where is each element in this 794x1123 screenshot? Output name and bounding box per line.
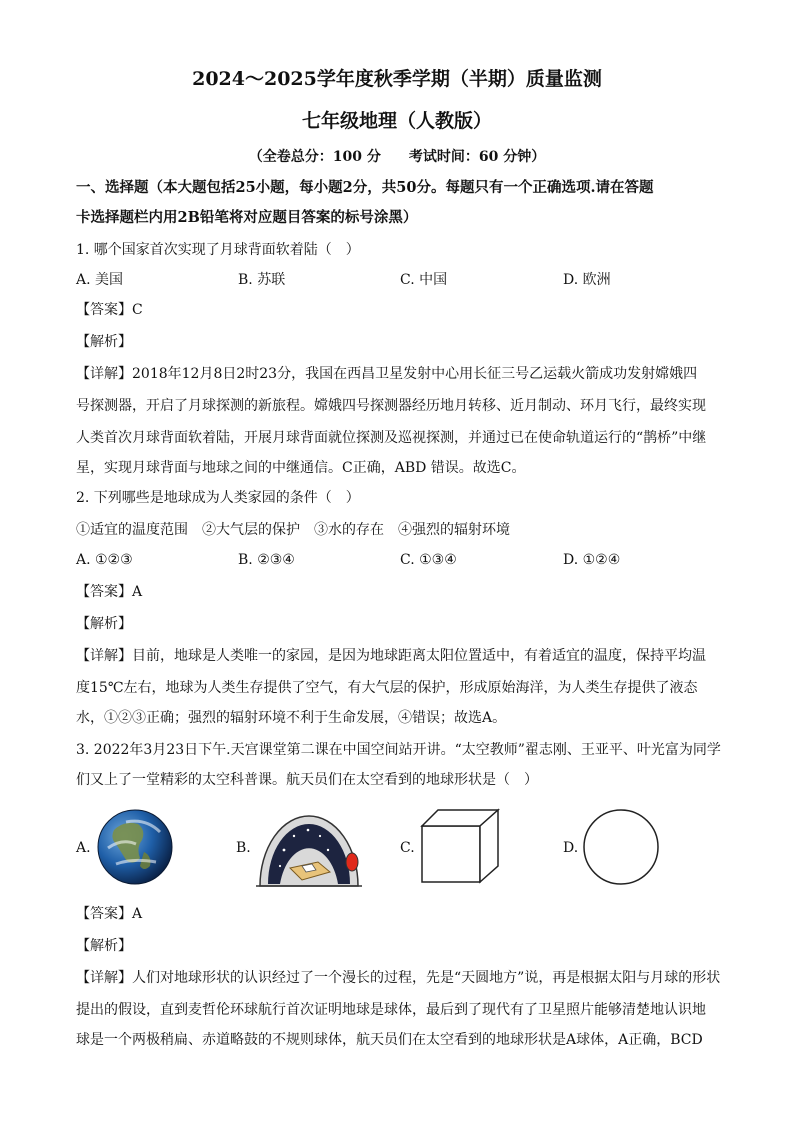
q1-answer: 【答案】C <box>76 302 143 318</box>
q3-detail-line: 【详解】人们对地球形状的认识经过了一个漫长的过程，先是“天圆地方”说，再是根据太阳与月球的形状 <box>76 970 721 986</box>
sky-dome-model-image <box>254 806 364 892</box>
q1-option-b: B. 苏联 <box>238 272 286 288</box>
q2-detail-line: 【详解】目前，地球是人类唯一的家园，是因为地球距离太阳位置适中，有着适宜的温度，保持平均温 <box>76 648 706 664</box>
q1-detail-line: 星，实现月球背面与地球之间的中继通信。C正确，ABD 错误。故选C。 <box>76 460 526 476</box>
q3-analysis: 【解析】 <box>76 938 132 954</box>
cube-image <box>418 808 502 884</box>
q3-answer: 【答案】A <box>76 906 143 922</box>
q2-answer: 【答案】A <box>76 584 143 600</box>
q3-option-c-label: C. <box>400 840 415 856</box>
q1-detail-line: 号探测器，开启了月球探测的新旅程。嫦娥四号探测器经历地月转移、近月制动、环月飞行，最终实现 <box>76 398 706 414</box>
section-instruction-line2: 卡选择题栏内用2B铅笔将对应题目答案的标号涂黑） <box>76 209 418 226</box>
q3-stem-line: 3. 2022年3月23日下午.天宫课堂第二课在中国空间站开讲。“太空教师”翟志刚、王亚平、叶光富为同学 <box>76 742 721 758</box>
q2-stem: 2. 下列哪些是地球成为人类家园的条件（ ） <box>76 490 360 506</box>
q1-detail-line: 人类首次月球背面软着陆，开展月球背面就位探测及巡视探测，并通过已在使命轨道运行的“鹊桥”中继 <box>76 430 707 446</box>
q1-option-c: C. 中国 <box>400 272 448 288</box>
q1-detail-line: 【详解】2018年12月8日2时23分，我国在西昌卫星发射中心用长征三号乙运载火箭成功发射嫦娥四 <box>76 366 698 382</box>
q3-detail-line: 球是一个两极稍扁、赤道略鼓的不规则球体，航天员们在太空看到的地球形状是A球体，A正确，BCD <box>76 1032 703 1048</box>
earth-globe-image <box>96 808 174 886</box>
circle-image <box>582 808 660 886</box>
q3-option-d-label: D. <box>563 840 579 856</box>
q2-detail-line: 度15℃左右，地球为人类生存提供了空气，有大气层的保护，形成原始海洋，为人类生存提供了液态 <box>76 680 698 696</box>
q1-option-a: A. 美国 <box>76 272 124 288</box>
q3-detail-line: 提出的假设，直到麦哲伦环球航行首次证明地球是球体，最后到了现代有了卫星照片能够清楚地认识地 <box>76 1002 706 1018</box>
exam-subtitle: 七年级地理（人教版） <box>301 110 492 132</box>
q1-stem: 1. 哪个国家首次实现了月球背面软着陆（ ） <box>76 242 360 258</box>
q2-option-a: A. ①②③ <box>76 552 133 568</box>
q2-analysis: 【解析】 <box>76 616 132 632</box>
q2-option-d: D. ①②④ <box>563 552 621 568</box>
exam-title: 2024～2025学年度秋季学期（半期）质量监测 <box>192 68 602 90</box>
q2-option-b: B. ②③④ <box>238 552 295 568</box>
section-instruction-line1: 一、选择题（本大题包括25小题，每小题2分，共50分。每题只有一个正确选项.请在答题 <box>76 179 654 196</box>
q3-option-b-label: B. <box>236 840 251 856</box>
q1-analysis: 【解析】 <box>76 334 132 350</box>
q2-option-c: C. ①③④ <box>400 552 457 568</box>
q3-stem-line: 们又上了一堂精彩的太空科普课。航天员们在太空看到的地球形状是（ ） <box>76 772 538 788</box>
q2-items: ①适宜的温度范围 ②大气层的保护 ③水的存在 ④强烈的辐射环境 <box>76 522 510 538</box>
q2-detail-line: 水，①②③正确；强烈的辐射环境不利于生命发展，④错误；故选A。 <box>76 710 507 726</box>
q3-option-a-label: A. <box>76 840 91 856</box>
exam-meta: （全卷总分：100 分 考试时间：60 分钟） <box>248 149 546 165</box>
q1-option-d: D. 欧洲 <box>563 272 611 288</box>
